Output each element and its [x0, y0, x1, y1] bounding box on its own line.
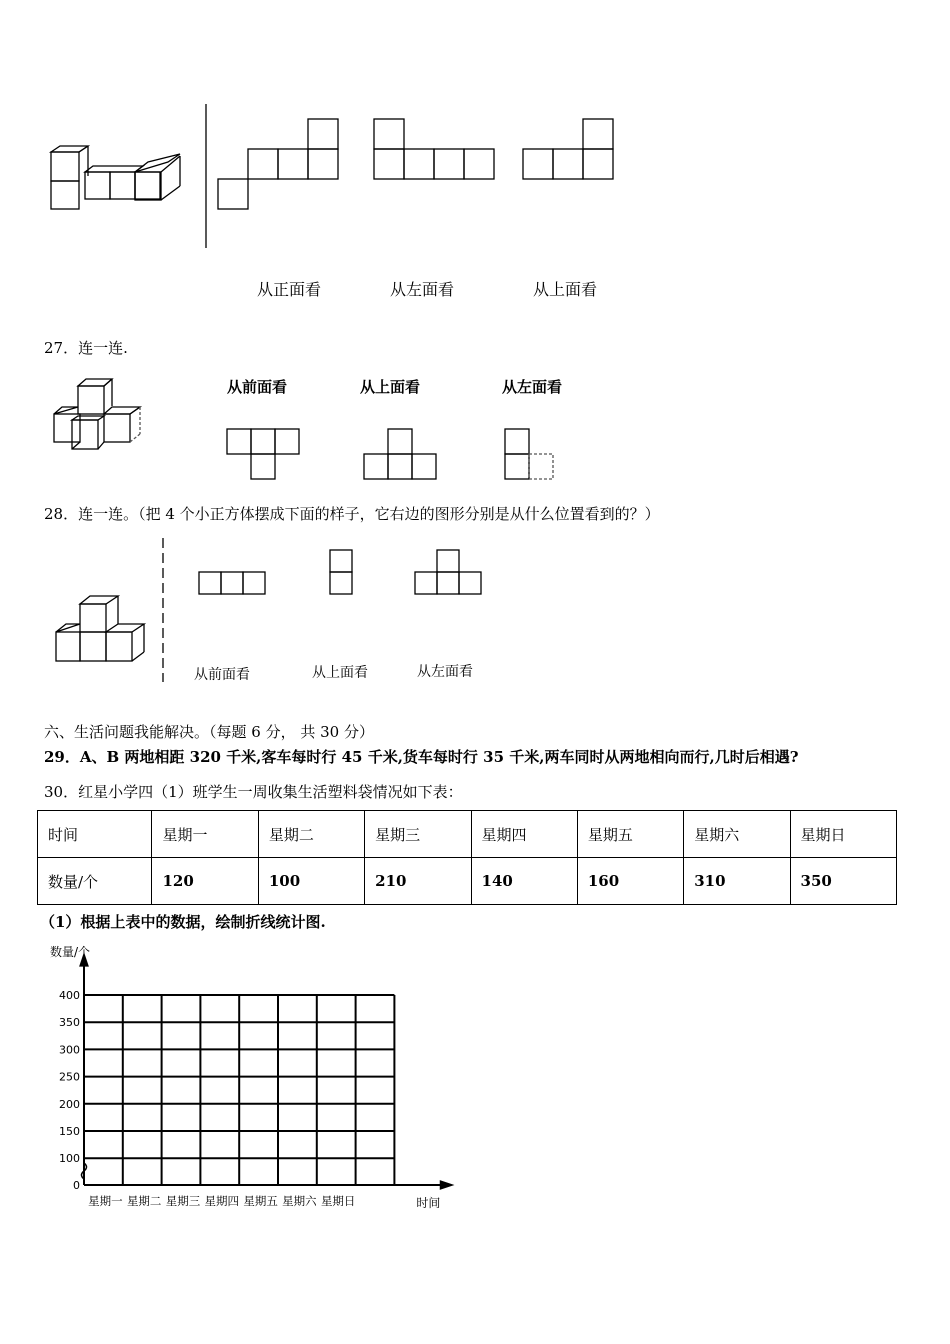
q28-label-front: 从前面看 [194, 667, 250, 683]
x-tick-label: 星期二 [126, 1194, 162, 1208]
table-row-label: 数量/个 [38, 858, 152, 905]
x-tick-label: 星期一 [88, 1194, 123, 1208]
q26-label-left: 从左面看 [390, 280, 455, 299]
x-axis-arrow [440, 1181, 452, 1189]
q28-title: 28．连一连。（把 4 个小正方体摆成下面的样子，它右边的图形分别是从什么位置看到的？） [44, 505, 660, 523]
q27-label-front: 从前面看 [227, 378, 288, 396]
x-tick-label: 星期五 [243, 1194, 278, 1208]
table-header-cell: 星期一 [152, 811, 258, 858]
x-tick-label: 星期四 [204, 1194, 240, 1208]
q29-text: 29．A、B 两地相距 320 千米,客车每时行 45 千米,货车每时行 35 千米,两车同时从两地相向而行,几时后相遇? [44, 748, 799, 766]
q26-label-front: 从正面看 [257, 280, 322, 299]
q28-label-left: 从左面看 [417, 664, 473, 680]
table-row [38, 858, 897, 905]
table-header-cell: 星期五 [577, 811, 683, 858]
table-cell: 310 [684, 858, 790, 905]
table-header-cell: 星期二 [258, 811, 364, 858]
q27-view-b [362, 427, 442, 483]
x-axis-label: 时间 [416, 1196, 441, 1210]
q28-view-c [414, 549, 484, 597]
table-header-cell: 时间 [38, 811, 152, 858]
table-cell: 160 [577, 858, 683, 905]
q26-left-view [372, 117, 496, 181]
q26-solid-figure [48, 144, 188, 214]
q26-divider [204, 104, 208, 248]
y-tick-label: 400 [59, 989, 80, 1002]
section6-heading: 六、生活问题我能解决。（每题 6 分， 共 30 分） [44, 723, 374, 741]
x-tick-label: 星期三 [165, 1194, 201, 1208]
q26-top-view [521, 117, 615, 181]
q27-solid-figure [50, 376, 150, 456]
table-cell: 210 [365, 858, 471, 905]
y-tick-label: 300 [59, 1043, 80, 1057]
y-tick-label: 150 [59, 1125, 80, 1138]
line-chart-grid [40, 940, 460, 1220]
table-header-cell: 星期日 [790, 811, 896, 858]
q26-label-top: 从上面看 [533, 280, 598, 299]
q28-solid-figure [54, 592, 154, 664]
q28-label-top: 从上面看 [312, 665, 368, 681]
q30-table [37, 810, 897, 905]
table-cell: 100 [258, 858, 364, 905]
table-header-cell: 星期四 [471, 811, 577, 858]
q30-title: 30．红星小学四（1）班学生一周收集生活塑料袋情况如下表： [44, 783, 463, 801]
q27-view-c [503, 427, 559, 483]
y-tick-label: 100 [59, 1152, 80, 1166]
y-tick-label: 350 [59, 1016, 80, 1030]
x-tick-label: 星期六 [282, 1194, 317, 1208]
q30-sub1: （1）根据上表中的数据，绘制折线统计图. [40, 913, 326, 931]
q28-divider [160, 538, 166, 682]
q28-view-b [329, 549, 355, 597]
q27-title: 27．连一连. [44, 339, 128, 357]
y-tick-label: 0 [73, 1179, 80, 1192]
y-axis-label: 数量/个 [50, 945, 91, 959]
table-cell: 120 [152, 858, 258, 905]
y-tick-label: 250 [59, 1070, 80, 1084]
y-tick-label: 200 [59, 1097, 80, 1111]
q27-view-a [225, 427, 305, 483]
table-cell: 140 [471, 858, 577, 905]
table-header-cell: 星期三 [365, 811, 471, 858]
table-header-cell: 星期六 [684, 811, 790, 858]
q27-label-left: 从左面看 [502, 378, 563, 396]
x-tick-label: 星期日 [320, 1194, 356, 1208]
table-cell: 350 [790, 858, 896, 905]
q26-front-view [218, 117, 342, 211]
q28-view-a [198, 571, 268, 597]
q27-label-top: 从上面看 [360, 378, 421, 396]
table-header-row [38, 811, 897, 858]
